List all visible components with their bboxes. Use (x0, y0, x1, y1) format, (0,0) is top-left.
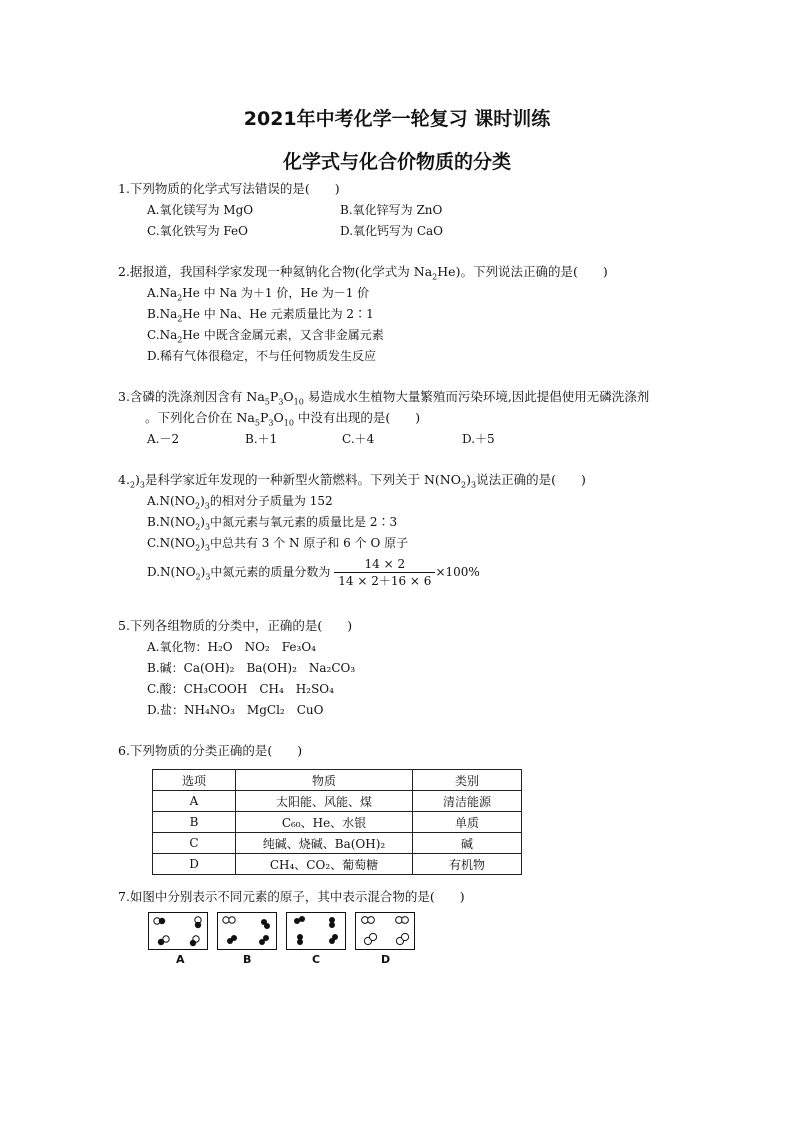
table-cell: B (153, 812, 236, 833)
diagram-label-c: C (312, 953, 321, 966)
question-3-option-d: D.＋5 (462, 432, 495, 446)
table-cell: C (153, 833, 236, 854)
diagram-label-a: A (176, 953, 185, 966)
table-cell: 清洁能源 (413, 791, 522, 812)
question-2-option-d: D.稀有气体很稳定，不与任何物质发生反应 (147, 349, 377, 363)
table-cell: D (153, 854, 236, 875)
question-5-option-d: D.盐：NH₄NO₃ MgCl₂ CuO (147, 703, 324, 717)
page-title: 2021年中考化学一轮复习 课时训练 (243, 108, 551, 130)
molecule-diagram-d (355, 912, 415, 950)
question-2-option-c: $C.Na_2He$ 中既含金属元素，又含非金属元素 (147, 328, 384, 345)
question-5-stem: 5.下列各组物质的分类中，正确的是( ) (118, 618, 353, 633)
table-cell: 碱 (413, 833, 522, 854)
question-2-option-a: $A.Na_2He$ 中 Na 为＋1 价，He 为－1 价 (147, 286, 370, 303)
question-6-stem: 6.下列物质的分类正确的是( ) (118, 743, 303, 758)
table-cell: A (153, 791, 236, 812)
table-cell: 太阳能、风能、煤 (236, 791, 413, 812)
question-1-option-a: A.氧化镁写为 MgO (147, 203, 254, 217)
table-header-row (153, 770, 522, 791)
question-4-option-b: $B.N(NO_2)_3$中氮元素与氧元素的质量比是 2∶3 (147, 515, 398, 532)
question-2-option-b: $B.Na_2He$ 中 Na、He 元素质量比为 2∶1 (147, 307, 374, 324)
molecule-diagram-a (148, 912, 208, 950)
table-cell: 有机物 (413, 854, 522, 875)
question-1-option-c: C.氧化铁写为 FeO (147, 224, 248, 238)
table-header: 类别 (413, 770, 522, 791)
question-3-stem: 3.含磷的洗涤剂因含有 $Na_5P_3O_{10}$ 易造成水生植物大量繁殖而污染环境,因此提倡使用无磷洗涤剂 (118, 389, 650, 407)
table-header: 物质 (236, 770, 413, 791)
classification-table (152, 769, 522, 875)
question-3-stem-line2: 。下列化合价在 $Na_5P_3O_{10}$ 中没有出现的是( ) (145, 410, 421, 428)
question-1-option-b: B.氧化锌写为 ZnO (340, 203, 443, 217)
question-3-option-a: A.－2 (147, 432, 180, 446)
question-7-stem: 7.如图中分别表示不同元素的原子，其中表示混合物的是( ) (118, 889, 465, 904)
table-cell: 单质 (413, 812, 522, 833)
question-1-stem: 1.下列物质的化学式写法错误的是( ) (118, 181, 340, 196)
molecule-diagram-b (217, 912, 277, 950)
question-5-option-a: A.氧化物：H₂O NO₂ Fe₃O₄ (147, 640, 316, 654)
question-4-option-c: $C.N(NO_2)_3$中总共有 3 个 N 原子和 6 个 O 原子 (147, 536, 409, 553)
question-3-option-c: C.＋4 (342, 432, 375, 446)
molecule-diagram-c (286, 912, 346, 950)
question-5-option-c: C.酸：CH₃COOH CH₄ H₂SO₄ (147, 682, 334, 696)
table-cell: CH₄、CO₂、葡萄糖 (236, 854, 413, 875)
question-5-option-b: B.碱：Ca(OH)₂ Ba(OH)₂ Na₂CO₃ (147, 661, 356, 675)
molecule-diagram-d-icon (356, 913, 414, 949)
table-row (153, 791, 522, 812)
question-1-option-d: D.氧化钙写为 CaO (340, 224, 443, 238)
question-4-option-a: $A.N(NO_2)_3$的相对分子质量为 152 (147, 494, 333, 511)
diagram-label-b: B (243, 953, 252, 966)
molecule-diagram-a-icon (149, 913, 207, 949)
mass-fraction-expression: $\frac{14 \times 2}{14 \times 2+16 \times 6}$ (334, 556, 435, 589)
question-4-stem: $4._2)_3$是科学家近年发现的一种新型火箭燃料。下列关于 $N(NO_2)_3$说法正确的是( ) (118, 472, 586, 490)
molecule-diagram-b-icon (218, 913, 276, 949)
table-cell: C₆₀、He、水银 (236, 812, 413, 833)
question-2-stem: 2.据报道，我国科学家发现一种氦钠化合物(化学式为 $Na_2He$)。下列说法正确的是( ) (118, 264, 608, 282)
table-row (153, 833, 522, 854)
diagram-label-d: D (381, 953, 391, 966)
table-header: 选项 (153, 770, 236, 791)
table-row (153, 854, 522, 875)
molecule-diagram-c-icon (287, 913, 345, 949)
table-cell: 纯碱、烧碱、Ba(OH)₂ (236, 833, 413, 854)
question-4-option-d: $D.N(NO_2)_3$中氮元素的质量分数为 $\frac{14 \times 2}{14 \times 2+16 \times 6}$ ×100% (147, 557, 480, 588)
question-3-option-b: B.＋1 (245, 432, 278, 446)
page-subtitle: 化学式与化合价物质的分类 (282, 151, 511, 173)
table-row (153, 812, 522, 833)
